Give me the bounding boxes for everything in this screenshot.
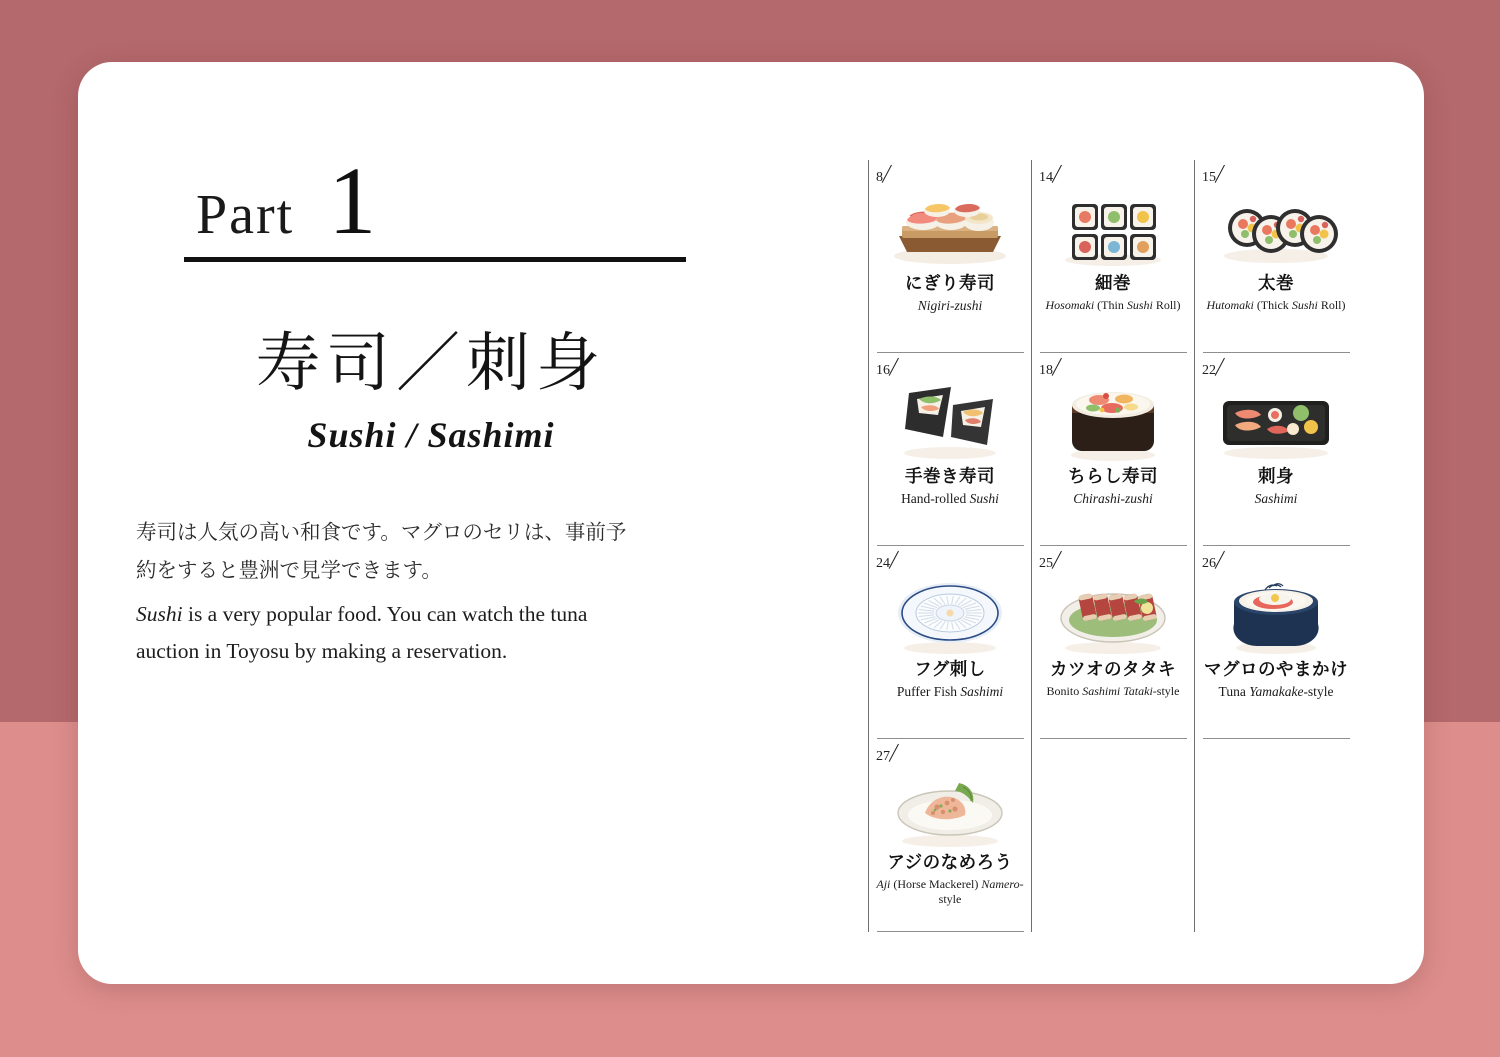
item-number-group bbox=[876, 745, 906, 764]
item-number: 16 bbox=[876, 363, 890, 378]
item-name-jp: ちらし寿司 bbox=[1068, 467, 1158, 487]
sashimi-platter-icon bbox=[1201, 377, 1351, 463]
food-item-cell[interactable] bbox=[868, 160, 1031, 353]
item-labels bbox=[1201, 274, 1351, 313]
part-word: Part bbox=[196, 184, 295, 246]
item-number: 25 bbox=[1039, 556, 1053, 571]
item-labels bbox=[1038, 660, 1188, 699]
item-number-group bbox=[876, 359, 906, 378]
item-name-jp: 刺身 bbox=[1258, 467, 1294, 487]
item-name-en: Sashimi bbox=[1254, 491, 1298, 507]
aji-namero-plate-icon bbox=[875, 763, 1025, 849]
item-number: 14 bbox=[1039, 170, 1053, 185]
item-number: 26 bbox=[1202, 556, 1216, 571]
fugu-sashimi-plate-icon bbox=[875, 570, 1025, 656]
food-item-cell[interactable] bbox=[1031, 160, 1194, 353]
chirashi-bowl-icon bbox=[1038, 377, 1188, 463]
item-number: 8 bbox=[876, 170, 883, 185]
item-name-jp: にぎり寿司 bbox=[905, 274, 995, 294]
empty-grid-cell bbox=[1031, 739, 1194, 932]
item-number-group bbox=[876, 166, 899, 185]
slash-mark-icon bbox=[1055, 552, 1069, 569]
food-item-cell[interactable] bbox=[1194, 353, 1357, 546]
item-name-en: Chirashi-zushi bbox=[1073, 491, 1153, 507]
item-name-jp: アジのなめろう bbox=[887, 853, 1013, 873]
part-number: 1 bbox=[328, 147, 377, 254]
food-item-cell[interactable] bbox=[868, 546, 1031, 739]
chapter-title-jp: 寿司／刺身 bbox=[256, 327, 606, 401]
item-name-en: Hosomaki (Thin Sushi Roll) bbox=[1045, 298, 1181, 313]
food-item-cell[interactable] bbox=[868, 739, 1031, 932]
food-item-cell[interactable] bbox=[868, 353, 1031, 546]
item-name-en: Hand-rolled Sushi bbox=[901, 491, 999, 507]
item-number-group bbox=[1039, 359, 1069, 378]
item-name-jp: 手巻き寿司 bbox=[905, 467, 995, 487]
slash-mark-icon bbox=[1055, 166, 1069, 183]
item-number: 22 bbox=[1202, 363, 1216, 378]
hand-rolled-sushi-icon bbox=[875, 377, 1025, 463]
item-name-en: Puffer Fish Sashimi bbox=[896, 684, 1004, 700]
bonito-tataki-plate-icon bbox=[1038, 570, 1188, 656]
slash-mark-icon bbox=[885, 166, 899, 183]
item-name-jp: マグロのやまかけ bbox=[1204, 660, 1348, 680]
food-item-cell[interactable] bbox=[1194, 546, 1357, 739]
item-labels bbox=[875, 467, 1025, 507]
item-name-jp: 細巻 bbox=[1095, 274, 1131, 294]
slash-mark-icon bbox=[1055, 359, 1069, 376]
slash-mark-icon bbox=[1218, 359, 1232, 376]
part-line bbox=[136, 147, 726, 254]
item-number-group bbox=[1202, 552, 1232, 571]
intro-paragraph-en bbox=[136, 596, 636, 670]
item-name-jp: 太巻 bbox=[1258, 274, 1294, 294]
heading-divider bbox=[184, 257, 686, 262]
nigiri-sushi-board-icon bbox=[875, 184, 1025, 270]
item-number-group bbox=[1039, 166, 1069, 185]
slash-mark-icon bbox=[892, 745, 906, 762]
item-number-group bbox=[876, 552, 906, 571]
item-grid bbox=[868, 160, 1358, 932]
item-number-group bbox=[1202, 359, 1232, 378]
item-number: 27 bbox=[876, 749, 890, 764]
item-name-en: Tuna Yamakake-style bbox=[1218, 684, 1334, 700]
item-labels bbox=[1038, 467, 1188, 507]
slash-mark-icon bbox=[1218, 552, 1232, 569]
thick-sushi-roll-icon bbox=[1201, 184, 1351, 270]
thin-sushi-roll-icon bbox=[1038, 184, 1188, 270]
item-name-en: Nigiri-zushi bbox=[917, 298, 983, 314]
book-page bbox=[78, 62, 1424, 984]
item-number-group bbox=[1202, 166, 1232, 185]
food-item-cell[interactable] bbox=[1194, 160, 1357, 353]
item-name-jp: フグ刺し bbox=[914, 660, 986, 680]
item-name-en: Bonito Sashimi Tataki-style bbox=[1046, 684, 1180, 699]
chapter-heading-block bbox=[136, 147, 726, 670]
item-number: 18 bbox=[1039, 363, 1053, 378]
item-labels bbox=[875, 660, 1025, 700]
item-name-en: Aji (Horse Mackerel) Namero-style bbox=[876, 877, 1024, 906]
empty-grid-cell bbox=[1194, 739, 1357, 932]
item-number: 15 bbox=[1202, 170, 1216, 185]
intro-en-rest: is a very popular food. You can watch the tuna auction in Toyosu by making a reservation. bbox=[136, 601, 588, 663]
food-item-cell[interactable] bbox=[1031, 353, 1194, 546]
intro-en-keyword: Sushi bbox=[136, 601, 183, 626]
slash-mark-icon bbox=[892, 552, 906, 569]
cell-divider bbox=[877, 931, 1024, 932]
item-labels bbox=[875, 274, 1025, 314]
item-labels bbox=[1038, 274, 1188, 313]
slash-mark-icon bbox=[1218, 166, 1232, 183]
slash-mark-icon bbox=[892, 359, 906, 376]
item-labels bbox=[1201, 660, 1351, 700]
food-item-cell[interactable] bbox=[1031, 546, 1194, 739]
tuna-yamakake-bowl-icon bbox=[1201, 570, 1351, 656]
item-labels bbox=[1201, 467, 1351, 507]
item-labels bbox=[875, 853, 1025, 906]
intro-paragraph-jp: 寿司は人気の高い和食です。マグロのセリは、事前予約をすると豊洲で見学できます。 bbox=[136, 520, 627, 582]
chapter-title-en: Sushi / Sashimi bbox=[307, 415, 555, 455]
item-name-en: Hutomaki (Thick Sushi Roll) bbox=[1206, 298, 1346, 313]
item-number-group bbox=[1039, 552, 1069, 571]
item-name-jp: カツオのタタキ bbox=[1050, 660, 1176, 680]
item-number: 24 bbox=[876, 556, 890, 571]
